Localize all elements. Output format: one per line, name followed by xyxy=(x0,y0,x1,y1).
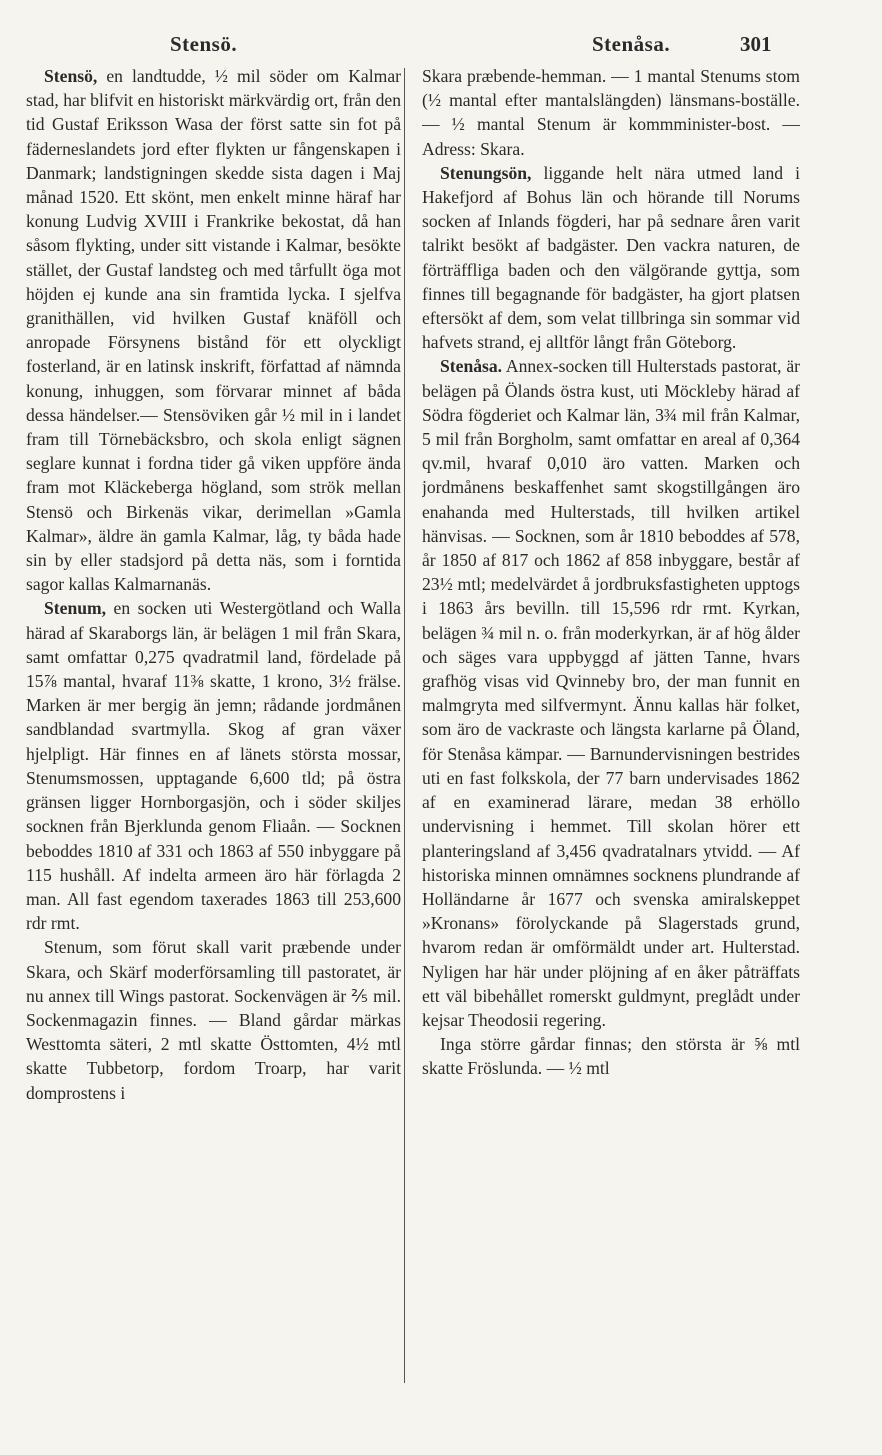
entry-headword: Stenåsa. xyxy=(440,356,503,377)
entry-text: Stenum, som förut skall varit præbende under Skara, och Skärf moderförsamling till pastoratet, är nu annex till Wings pastorat. Sockenvägen är ⅖ mil. Sockenmagazin finnes. — Bland gårdar märkas Westtomta säteri, 2 mtl skatte Östtomten, 4½ mtl skatte Tubbetorp, fordom Troarp, har varit domprostens i xyxy=(26,937,401,1103)
left-column xyxy=(26,64,401,1404)
page-number: 301 xyxy=(740,32,772,56)
entry-headword: Stenum, xyxy=(44,598,107,619)
entry-stenungson xyxy=(422,161,800,355)
entry-stenum-continued xyxy=(26,935,401,1104)
entry-text: Inga större gårdar finnas; den största är ⅝ mtl skatte Fröslunda. — ½ mtl xyxy=(422,1034,800,1079)
running-header xyxy=(0,28,882,62)
entry-stenso xyxy=(26,64,401,596)
entry-stenasa-continued xyxy=(422,1032,800,1080)
entry-text: Annex-socken till Hulterstads pastorat, är belägen på Ölands östra kust, uti Möckleby härad af Södra fögderiet och Kalmar län, 3¾ mil från Kalmar, 5 mil från Borgholm, samt omfattar en areal af 0,364 qv.mil, hvaraf 0,010 äro vatten. Marken och jordmånens beskaffenhet samt skogstillgången äro enahanda med Hulterstads, till hvilken artikel hänvisas. — Socknen, som år 1810 beboddes af 578, år 1850 af 817 och 1862 af 858 inbyggare, består af 23½ mtl; medelvärdet å jordbruksfastigheten upptogs i 1863 års bevilln. till 15,596 rdr rmt. Kyrkan, belägen ¾ mil n. o. från moderkyrkan, är af hög ålder och säges vara uppbyggd af jätten Tanne, hvars grafhög visas vid Qvinneby bro, der man funnit en malmgryta med silfvermynt. Ännu kallas här folket, som äro de vackraste och längsta karlarne på Öland, för Stenåsa kämpar. — Barnundervisningen bestrides uti en fast folkskola, der 77 barn undervisades 1862 af en examinerad lärare, medan 38 erhöllo undervisning i hemmet. Till skolan hörer ett planteringsland af 3,456 qvadratalnars ytvidd. — Af historiska minnen omnämnes socknens plundrande af Holländarne år 1677 och svenska amiralskeppet »Kronans» förolyckande på Slagerstads grund, hvarom redan är omförmäldt under art. Hulterstad. Nyligen har här under plöjning af en åker påträffats ett väl bibehållet romerskt guldmynt, preglådt under kejsar Theodosii regering. xyxy=(422,356,800,1030)
right-running-title: Stenåsa. xyxy=(592,32,671,56)
entry-text: Skara præbende-hemman. — 1 mantal Stenums stom (½ mantal efter mantalslängden) länsmans-boställe. — ½ mantal Stenum är kommminister-bost. — Adress: Skara. xyxy=(422,66,800,159)
entry-text: en socken uti Westergötland och Walla härad af Skaraborgs län, är belägen 1 mil från Skara, samt omfattar 0,275 qvadratmil land, fördelade på 15⅞ mantal, hvaraf 11⅜ skatte, 1 krono, 3½ frälse. Marken är mer bergig än jemn; rådande jordmånen sandblandad svartmylla. Skog af gran växer hjelpligt. Här finnes en af länets största mossar, Stenumsmossen, upptagande 6,600 tld; på östra gränsen ligger Hornborgasjön, och i söder skiljes socknen från Bjerklunda genom Fliaån. — Socknen beboddes 1810 af 331 och 1863 af 550 inbyggare på 115 hushåll. Af indelta armeen äro här förlagda 2 man. All fast egendom taxerades 1863 till 253,600 rdr rmt. xyxy=(26,598,401,934)
right-column xyxy=(422,64,800,1404)
entry-stenum xyxy=(26,596,401,935)
left-running-title: Stensö. xyxy=(170,32,238,56)
entry-text: liggande helt nära utmed land i Hakefjord af Bohus län och hörande till Norums socken af Inlands fögderi, har på sednare åren varit talrikt besökt af badgäster. Den vackra naturen, de förträffliga baden och den välgörande gyttja, som finnes till begagnande för badgäster, ha gjort platsen eftersökt af dem, som velat tillbringa sin sommar vid hafvets strand, ej alltför långt från Göteborg. xyxy=(422,162,800,353)
entry-headword: Stensö, xyxy=(44,66,98,86)
column-divider xyxy=(404,68,405,1383)
entry-text: en landtudde, ½ mil söder om Kalmar stad, har blifvit en historiskt märkvärdig ort, från den tid Gustaf Eriksson Wasa der först satte sin fot på fäderneslandets jord efter flykten ur fångenskapen i Danmark; landstigningen skedde sista dagen i Maj månad 1520. Ett skönt, men enkelt minne häraf har konung Ludvig XVIII i Frankrike bekostat, då han såsom flykting, under sitt vistande i Kalmar, besökte stället, der Gustaf landsteg och med tårfullt öga mot höjden ej kunde ana sin framtida lycka. I sjelfva granithällen, vid hvilken Gustaf knäföll och anropade Försynens bistånd för ett olyckligt fosterland, är en latinsk inskrift, författad af nämnda konung, inhuggen, som förvarar minnet af båda dessa händelser.— Stensöviken går ½ mil in i landet fram till Törnebäcksbro, och skola enligt sägnen seglare kunnat i fordna tider gå viken uppföre ända fram mot Kläckeberga högland, som strök mellan Stensö och Birkenäs vikar, derimellan »Gamla Kalmar», äldre än gamla Kalmar, låg, ty båda hade sin by eller stadsjord på detta näs, som i forntida sagor kallas Kalmarnanäs. xyxy=(26,66,401,595)
entry-headword: Stenungsön, xyxy=(440,162,532,183)
entry-stenasa xyxy=(422,354,800,1032)
entry-stenum-end xyxy=(422,64,800,161)
